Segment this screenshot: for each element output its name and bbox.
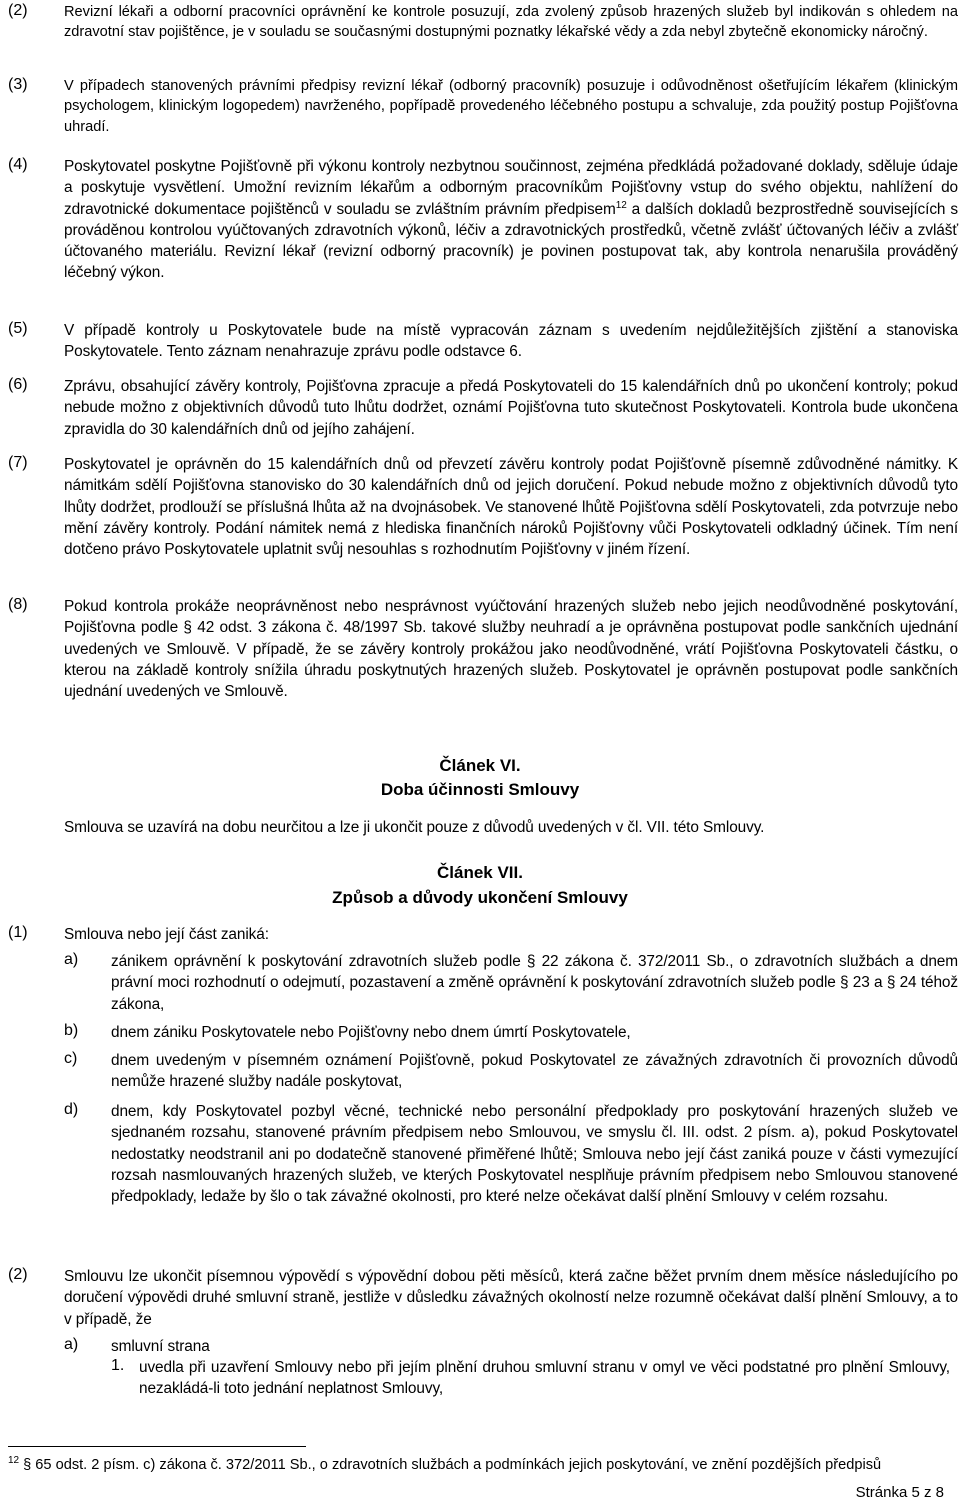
list-item-text: zánikem oprávnění k poskytování zdravotních služeb podle § 22 zákona č. 372/2011 Sb., o zdravotních službách a dnem právní moci rozhodnutí o odejmutí, pozastavení a změně oprávnění k poskytování zdravotních služeb podle § 23 a § 24 téhož zákona, bbox=[111, 953, 958, 1013]
paragraph-7 bbox=[8, 454, 958, 560]
article-7-title: Článek VII. bbox=[437, 863, 523, 882]
list-item-text: dnem zániku Poskytovatele nebo Pojišťovny nebo dnem úmrtí Poskytovatele, bbox=[111, 1024, 631, 1041]
list-item-c bbox=[64, 1050, 958, 1093]
page-number: Stránka 5 z 8 bbox=[855, 1484, 944, 1501]
paragraph-text: Poskytovatel je oprávněn do 15 kalendářních dnů od převzetí závěru kontroly podat Pojišťovně písemně zdůvodněné námitky. K námitkám sdělí Pojišťovna stanovisko do 30 kalendářních dnů od jejich doručení. Pokud nebude možno z objektivních důvodů tyto lhůty dodržet, prodlouží se příslušná lhůta až na dvojnásobek. Ve stanovené lhůtě Pojišťovna sdělí Poskytovateli, zda potvrzuje nebo mění závěry kontroly. Podání námitek nemá z hlediska finančních nároků Pojišťovny vůči Poskytovateli odkladný účinek. Tím není dotčeno právo Poskytovatele uplatnit svůj nesouhlas s rozhodnutím Pojišťovny v jiném řízení. bbox=[64, 456, 958, 559]
paragraph-text: V případech stanovených právními předpisy revizní lékař (odborný pracovník) posuzuje i odůvodněnost ošetřujícím lékařem (klinickým psychologem, klinickým logopedem) navrženého, popřípadě provedeného léčebného postupu a schvaluje, zda použitý postup Pojišťovna uhradí. bbox=[64, 78, 958, 135]
footnote bbox=[8, 1455, 958, 1475]
paragraph-number: (4) bbox=[8, 156, 28, 173]
paragraph-text: Revizní lékaři a odborní pracovníci oprávnění ke kontrole posuzují, zda zvolený způsob hrazených služeb byl indikován s ohledem na zdravotní stav pojištěnce, je v souladu se současnými dostupnými poznatky lékařské vědy a zda nebyl zbytečně ekonomicky náročný. bbox=[64, 4, 958, 41]
paragraph-text-before-ref: Poskytovatel poskytne Pojišťovně při výkonu kontroly nezbytnou součinnost, zejména předkládá požadované doklady, sděluje údaje a poskytuje vysvětlení. Umožní revizním lékařům a odborným pracovníkům Pojišťovny vstup do svého objektu, nahlížení do zdravotnické dokumentace pojištěnců v souladu se zvláštním právním předpisem bbox=[64, 158, 958, 218]
list-letter: a) bbox=[64, 1336, 79, 1353]
list-item-a bbox=[64, 951, 958, 1015]
list-item-text: smluvní strana bbox=[111, 1338, 210, 1355]
list-letter: a) bbox=[64, 951, 79, 968]
paragraph-number: (8) bbox=[8, 596, 28, 613]
paragraph-6 bbox=[8, 376, 958, 440]
paragraph-4 bbox=[8, 156, 958, 284]
list-letter: c) bbox=[64, 1050, 78, 1067]
article-6-subtitle: Doba účinnosti Smlouvy bbox=[380, 780, 580, 799]
sub-item-a bbox=[64, 1336, 958, 1357]
article-7-subtitle: Způsob a důvody ukončení Smlouvy bbox=[332, 888, 628, 907]
paragraph-text: Smlouva se uzavírá na dobu neurčitou a lze ji ukončit pouze z důvodů uvedených v čl. VII. této Smlouvy. bbox=[64, 819, 765, 836]
footnote-separator bbox=[8, 1446, 306, 1447]
footnote-reference: 12 bbox=[615, 199, 627, 211]
paragraph-8 bbox=[8, 596, 958, 702]
footnote-mark: 12 bbox=[8, 1455, 20, 1467]
list-item-text: uvedla při uzavření Smlouvy nebo při jejím plnění druhou smluvní stranu v omyl ve věci podstatné pro plnění Smlouvy, nezakládá-li toto jednání neplatnost Smlouvy, bbox=[139, 1359, 950, 1398]
article-7-paragraph-2 bbox=[8, 1266, 958, 1330]
list-item-text: dnem, kdy Poskytovatel pozbyl věcné, technické nebo personální předpoklady pro poskytování hrazených služeb ve sjednaném rozsahu, stanovené právním předpisem nebo Smlouvou, ve smyslu čl. III. odst. 2 písm. a), pokud Poskytovatel nedostatky neodstranil ani po dodatečně stanovené přiměřené lhůtě; Smlouva nebo její část zaniká pouze v části vymezující rozsah nasmlouvaných hrazených služeb, ve kterých Poskytovatel nesplňuje právním předpisem nebo Smlouvou stanovené předpoklady, ledaže by šlo o tak závažné okolnosti, pro které nelze očekávat další plnění Smlouvy v celém rozsahu. bbox=[111, 1103, 958, 1206]
paragraph-number: (1) bbox=[8, 924, 28, 941]
paragraph-text bbox=[64, 156, 958, 284]
paragraph-number: (6) bbox=[8, 376, 28, 393]
paragraph-text: Pokud kontrola prokáže neoprávněnost nebo nesprávnost vyúčtování hrazených služeb nebo jejich neodůvodněné poskytování, Pojišťovna podle § 42 odst. 3 zákona č. 48/1997 Sb. takové služby neuhradí a je oprávněna postupovat podle sankčních ujednání uvedených ve Smlouvě. V případě, že se závěry kontroly prokážou jako neodůvodněné, vrátí Pojišťovna Poskytovateli částku, o kterou na základě kontroly snížila úhradu poskytnutých hrazených služeb. Poskytovatel je oprávněn postupovat podle sankčních ujednání uvedených ve Smlouvě. bbox=[64, 598, 958, 701]
paragraph-2 bbox=[8, 2, 958, 43]
article-6-text bbox=[8, 817, 958, 838]
list-item-d bbox=[64, 1101, 958, 1207]
sub-sub-item-1 bbox=[111, 1357, 950, 1400]
paragraph-3 bbox=[8, 76, 958, 137]
paragraph-number: (3) bbox=[8, 76, 28, 93]
article-7-paragraph-1 bbox=[8, 924, 958, 945]
list-item-text: dnem uvedeným v písemném oznámení Pojišťovně, pokud Poskytovatel ze závažných zdravotních či provozních důvodů nemůže hrazené služby nadále poskytovat, bbox=[111, 1052, 958, 1091]
paragraph-number: (5) bbox=[8, 320, 28, 337]
list-item-b bbox=[64, 1022, 958, 1043]
article-6-title: Článek VI. bbox=[439, 756, 521, 775]
paragraph-number: (2) bbox=[8, 1266, 28, 1283]
paragraph-text: Smlouva nebo její část zaniká: bbox=[64, 926, 269, 943]
paragraph-text-after-ref: a dalších dokladů bezprostředně souvisejících s prováděnou kontrolou vyúčtovaných zdravotních výkonů, léčiv a zdravotnických prostředků, včetně zvlášť účtovaných léčiv a zvlášť účtovaného materiálu. Revizní lékař (revizní odborný pracovník) je povinen postupovat tak, aby kontrola nenarušila prováděný léčebný výkon. bbox=[64, 200, 958, 282]
paragraph-text: Smlouvu lze ukončit písemnou výpovědí s výpovědní dobou pěti měsíců, která začne běžet prvním dnem měsíce následujícího po doručení výpovědi druhé smluvní straně, jestliže v důsledku závažných okolností nelze rozumně očekávat další plnění Smlouvy, a to v případě, že bbox=[64, 1268, 958, 1328]
paragraph-number: (7) bbox=[8, 454, 28, 471]
paragraph-5 bbox=[8, 320, 958, 363]
list-letter: d) bbox=[64, 1101, 79, 1118]
list-letter: b) bbox=[64, 1022, 79, 1039]
footnote-text: § 65 odst. 2 písm. c) zákona č. 372/2011 Sb., o zdravotních službách a podmínkách jejich poskytování, ve znění pozdějších předpisů bbox=[23, 1457, 882, 1473]
paragraph-text: Zprávu, obsahující závěry kontroly, Pojišťovna zpracuje a předá Poskytovateli do 15 kalendářních dnů po ukončení kontroly; pokud nebude možno z objektivních důvodů tuto lhůtu dodržet, oznámí Pojišťovna tuto skutečnost Poskytovateli. Kontrola bude ukončena zpravidla do 30 kalendářních dnů od jejího zahájení. bbox=[64, 378, 958, 438]
list-number: 1. bbox=[111, 1357, 125, 1374]
paragraph-text: V případě kontroly u Poskytovatele bude na místě vypracován záznam s uvedením nejdůležitějších zjištění a stanoviska Poskytovatele. Tento záznam nenahrazuje zprávu podle odstavce 6. bbox=[64, 322, 958, 361]
paragraph-number: (2) bbox=[8, 2, 28, 19]
